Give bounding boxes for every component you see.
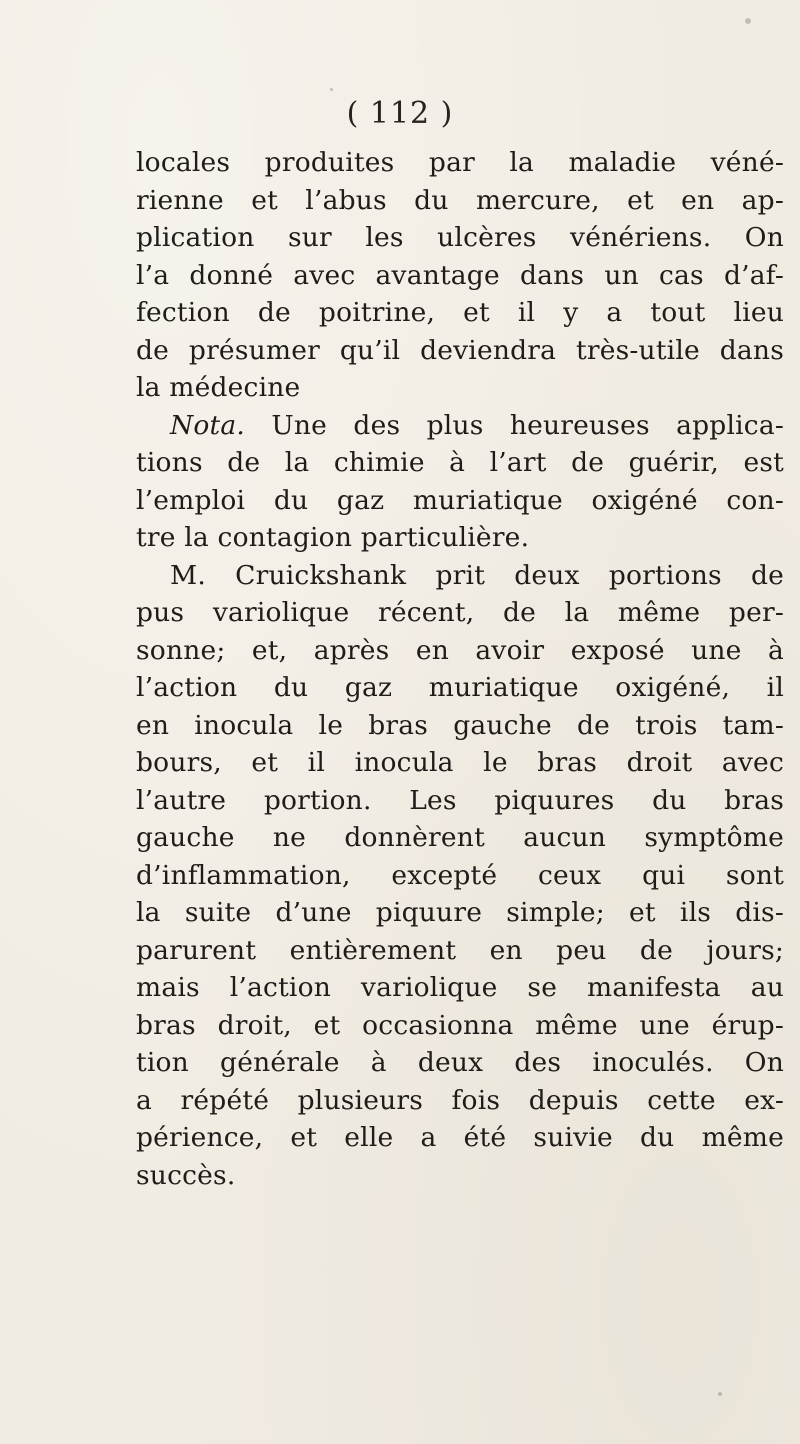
- nota-first-line-text: Une des plus heureuses applica-: [271, 409, 785, 441]
- text-line: bours, et il inocula le bras droit avec: [136, 747, 784, 778]
- text-line: périence, et elle a été suivie du même: [136, 1122, 784, 1153]
- text-line: fection de poitrine, et il y a tout lieu: [136, 297, 784, 328]
- text-line: tre la contagion particulière.: [136, 522, 530, 553]
- text-line: en inocula le bras gauche de trois tam-: [136, 709, 784, 741]
- text-line: plication sur les ulcères vénériens. On: [136, 222, 784, 253]
- nota-label: Nota.: [170, 409, 246, 441]
- text-line: l’action du gaz muriatique oxigéné, il: [136, 672, 784, 703]
- text-line: mais l’action variolique se manifesta au: [136, 972, 784, 1003]
- text-line: gauche ne donnèrent aucun symptôme: [136, 822, 784, 853]
- paper-speck: [330, 88, 333, 91]
- text-line: l’a donné avec avantage dans un cas d’af-: [136, 259, 784, 291]
- text-line: a répété plusieurs fois depuis cette ex-: [136, 1084, 784, 1116]
- body-text: [136, 144, 784, 1194]
- text-line: la médecine: [136, 372, 301, 403]
- text-line: l’emploi du gaz muriatique oxigéné con-: [136, 484, 784, 516]
- text-line: l’autre portion. Les piquures du bras: [136, 784, 784, 816]
- page-number: ( 112 ): [346, 96, 454, 131]
- paper-speck: [745, 18, 751, 24]
- nota-first-line: [136, 407, 784, 445]
- text-line: succès.: [136, 1159, 236, 1191]
- text-line: M. Cruickshank prit deux portions de: [170, 559, 784, 591]
- text-line: de présumer qu’il deviendra très-utile dans: [136, 334, 784, 366]
- text-line: la suite d’une piquure simple; et ils dis-: [136, 897, 784, 928]
- text-line: locales produites par la maladie véné-: [136, 147, 784, 178]
- text-line: rienne et l’abus du mercure, et en ap-: [136, 184, 784, 216]
- paper-speck: [718, 1392, 722, 1396]
- text-line: d’inflammation, excepté ceux qui sont: [136, 859, 784, 891]
- text-line: tion générale à deux des inoculés. On: [136, 1047, 784, 1078]
- text-line: parurent entièrement en peu de jours;: [136, 934, 784, 966]
- text-line: sonne; et, après en avoir exposé une à: [136, 634, 784, 666]
- text-line: tions de la chimie à l’art de guérir, est: [136, 447, 784, 478]
- text-line: pus variolique récent, de la même per-: [136, 597, 784, 628]
- text-line: bras droit, et occasionna même une érup-: [136, 1009, 784, 1041]
